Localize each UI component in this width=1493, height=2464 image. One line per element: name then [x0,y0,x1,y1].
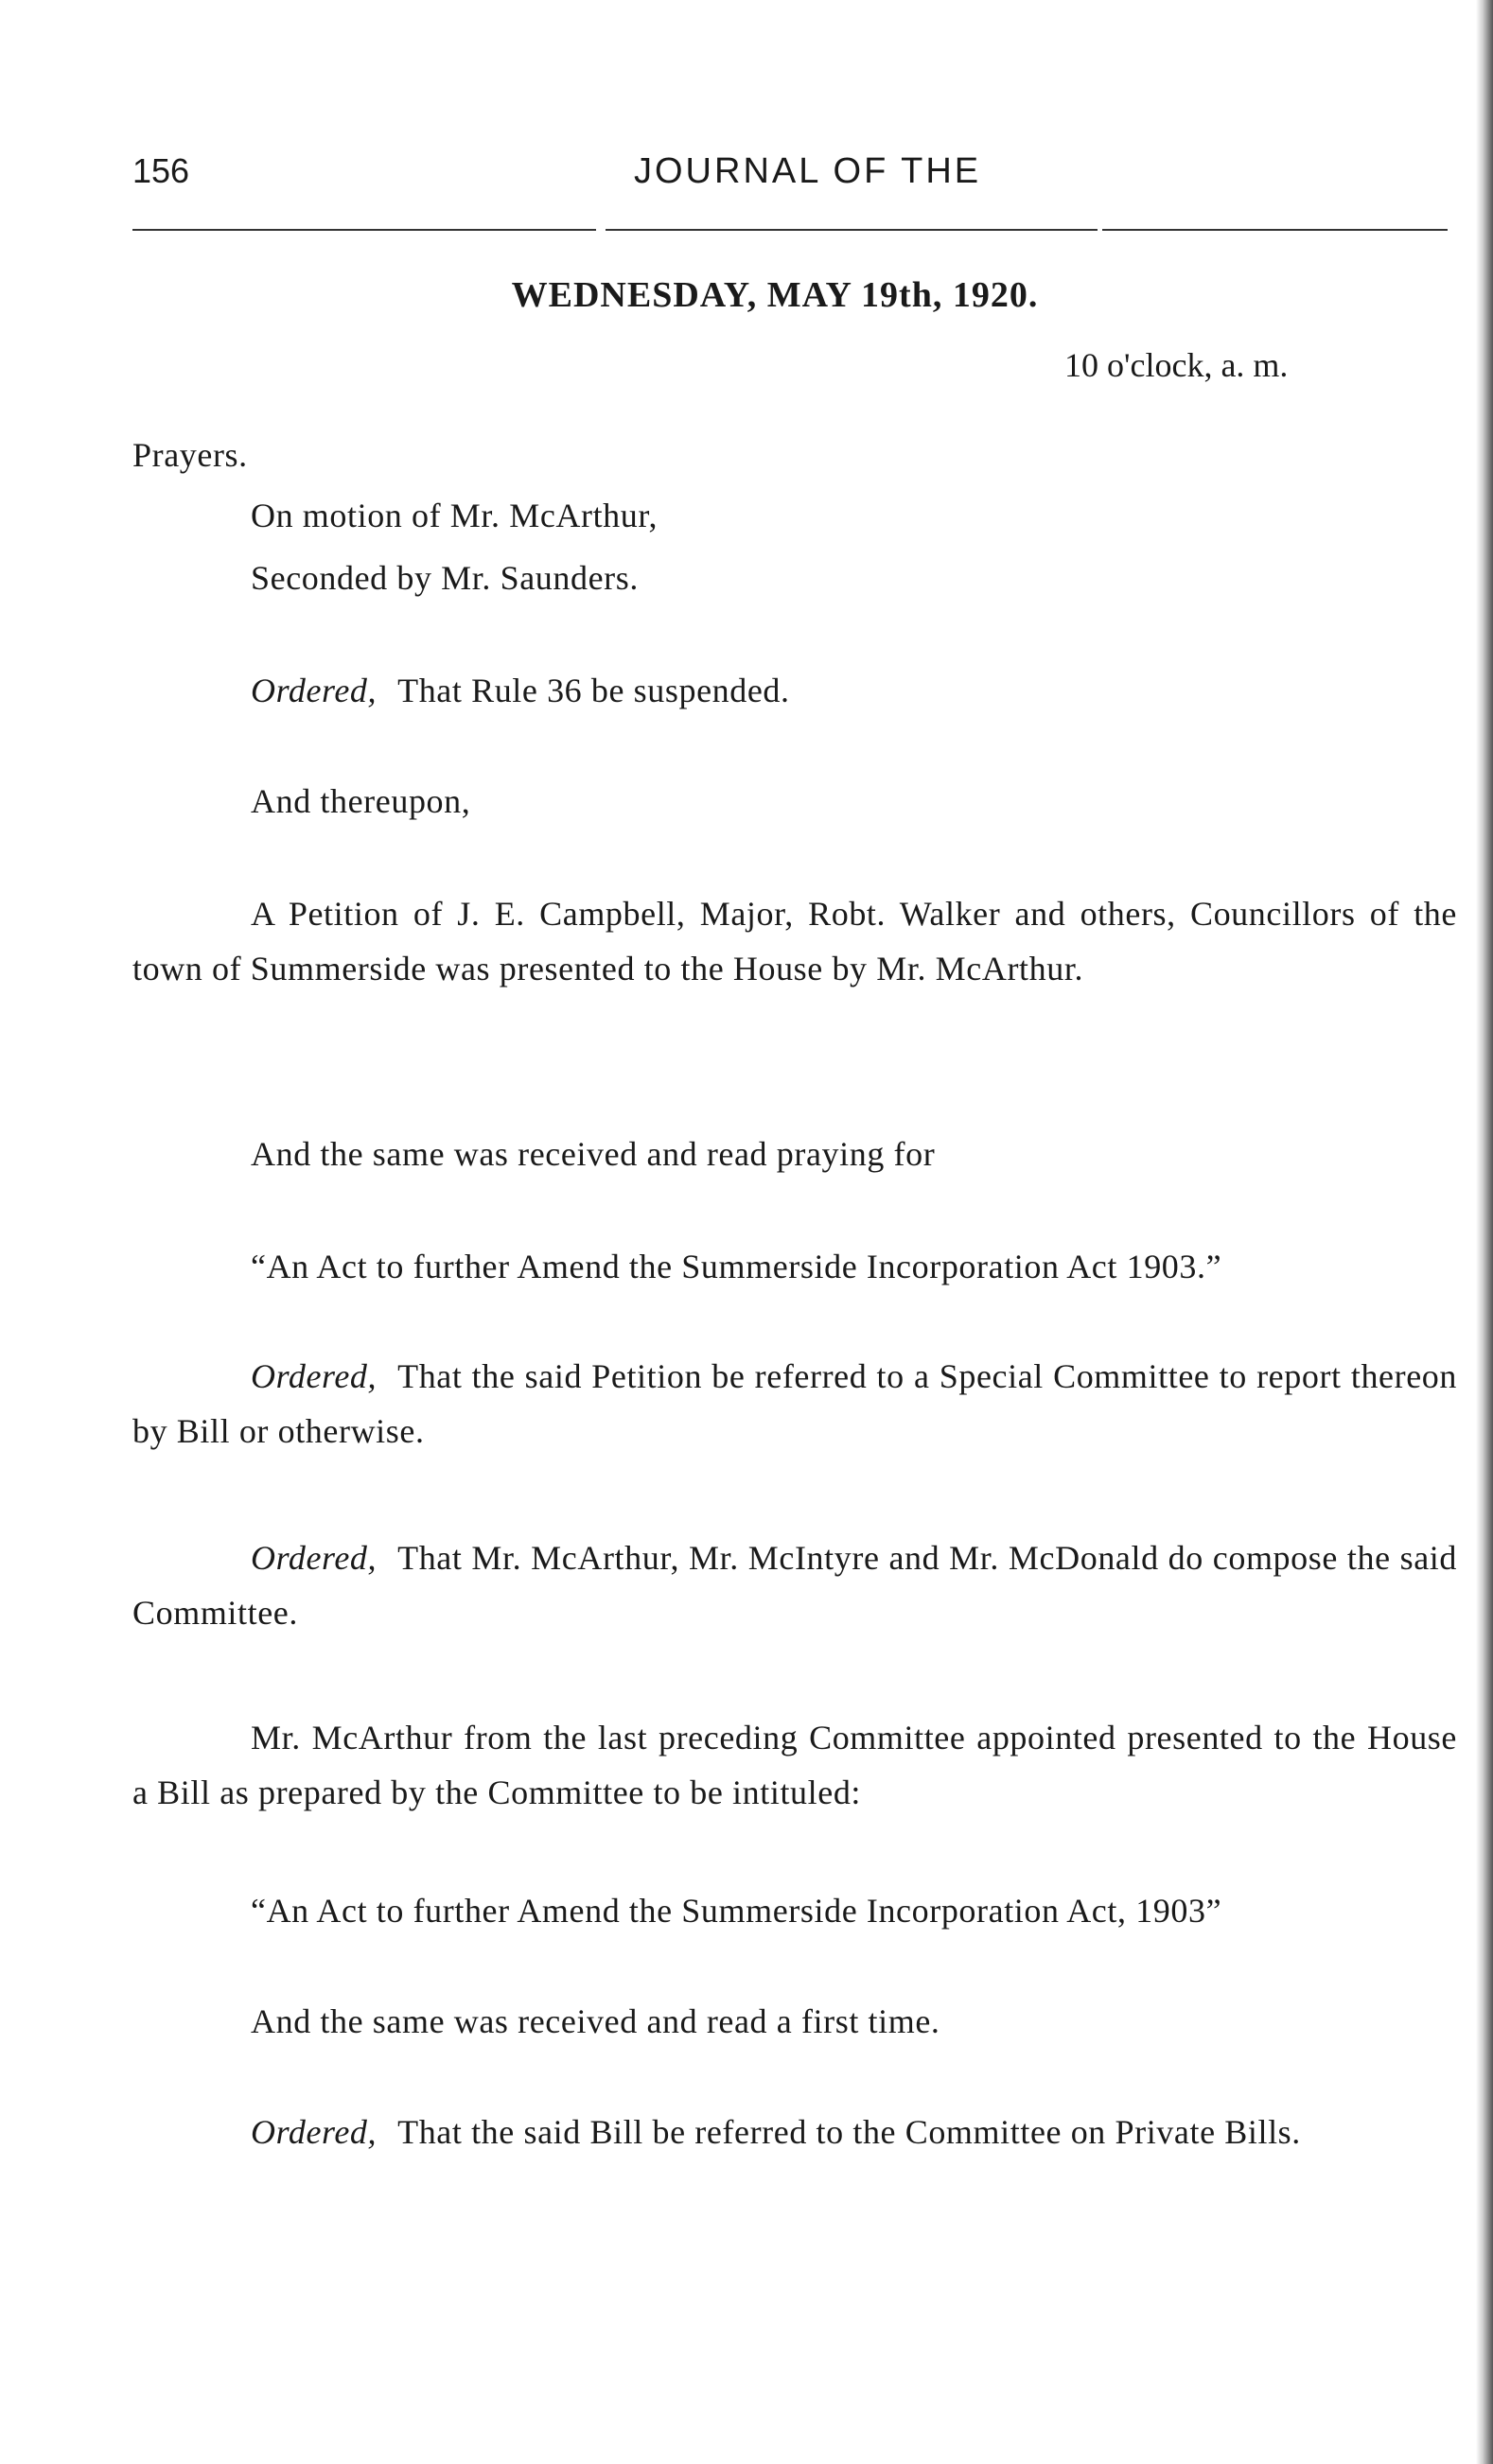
received-praying-line: And the same was received and read praying for [251,1135,936,1173]
ordered-paragraph-4 [132,2105,1457,2159]
page-number: 156 [132,151,190,190]
dateline-text: WEDNESDAY, MAY 19th, 1920. [511,275,1039,315]
ordered-label-4: Ordered, [251,2113,378,2151]
petition-paragraph: A Petition of J. E. Campbell, Major, Robt. Walker and others, Councillors of the town of Summerside was presented to the House by Mr. McArthur. [132,895,1457,987]
act-title-2: “An Act to further Amend the Summerside Incorporation Act, 1903” [251,1892,1222,1930]
header-rule-right [1102,229,1448,231]
seconded-line: Seconded by Mr. Saunders. [251,559,639,597]
ordered-paragraph-2 [132,1349,1457,1459]
session-time: 10 o'clock, a. m. [1064,346,1289,384]
page-header [132,151,1457,208]
running-head: JOURNAL OF THE [634,151,982,191]
prayers-line: Prayers. [132,436,248,474]
ordered-label-1: Ordered, [251,672,378,709]
act-title-1: “An Act to further Amend the Summerside Incorporation Act 1903.” [251,1248,1222,1285]
thereupon-line: And thereupon, [251,782,471,820]
ordered-text-4: That the said Bill be referred to the Committee on Private Bills. [397,2113,1301,2151]
ordered-label-3: Ordered, [251,1539,378,1577]
header-rule-middle [606,229,1098,231]
page-edge-shadow [1476,0,1493,2464]
session-dateline [0,274,1493,316]
ordered-paragraph-3 [132,1530,1457,1640]
first-time-line: And the same was received and read a first time. [251,2002,940,2040]
ordered-text-3: That Mr. McArthur, Mr. McIntyre and Mr. McDonald do compose the said Committee. [132,1539,1457,1632]
ordered-text-1: That Rule 36 be suspended. [397,672,790,709]
ordered-paragraph-1 [251,663,790,718]
header-rule-left [132,229,596,231]
motion-line: On motion of Mr. McArthur, [251,497,659,534]
ordered-text-2: That the said Petition be referred to a Special Committee to report thereon by Bill or otherwise. [132,1357,1457,1450]
committee-report-paragraph: Mr. McArthur from the last preceding Committee appointed presented to the House a Bill as prepared by the Committee to be intituled: [132,1719,1457,1811]
ordered-label-2: Ordered, [251,1357,378,1395]
